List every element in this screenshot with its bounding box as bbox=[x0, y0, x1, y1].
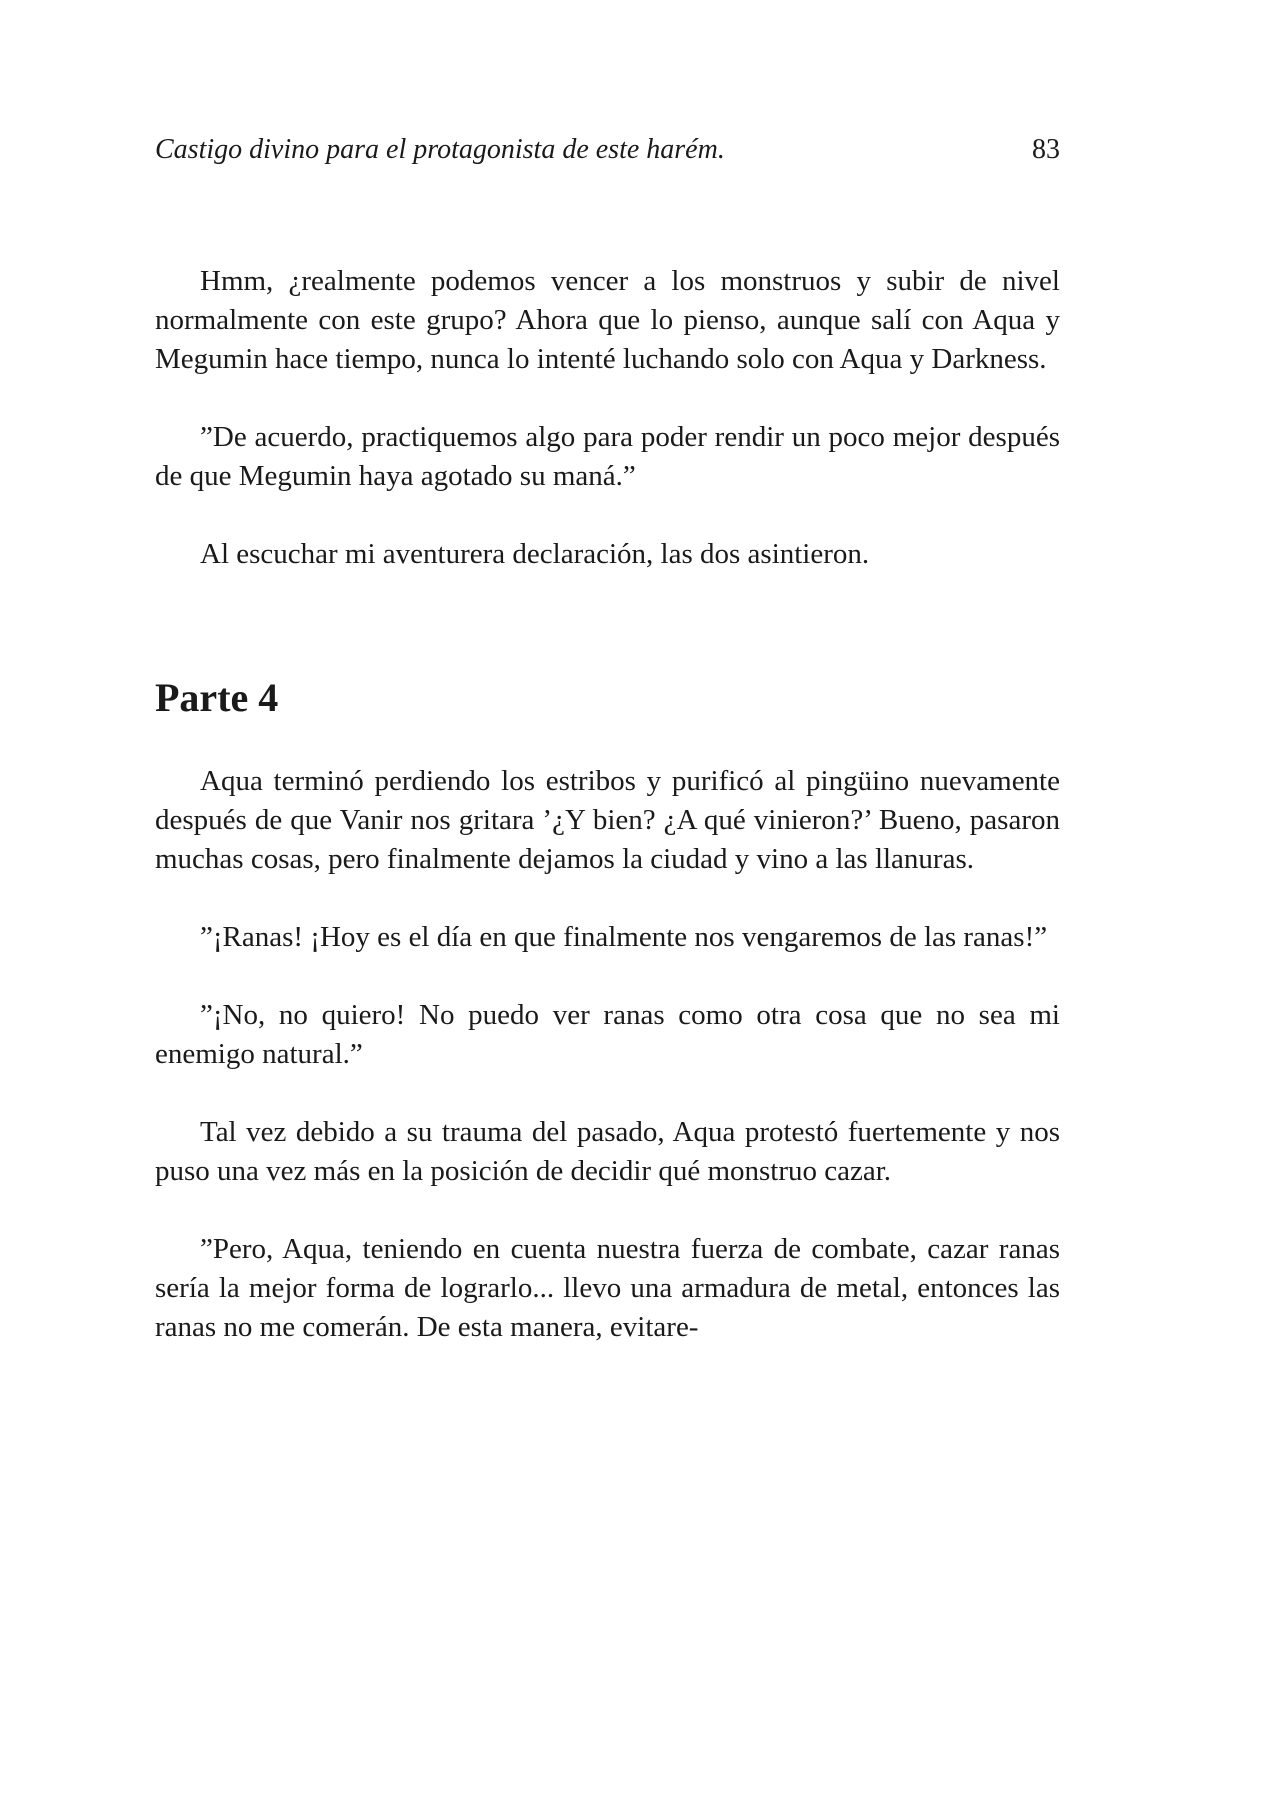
paragraph: ”¡Ranas! ¡Hoy es el día en que finalmente nos vengaremos de las ranas!” bbox=[200, 921, 1048, 953]
paragraph: ”Pero, Aqua, teniendo en cuenta nuestra fuerza de combate, cazar ranas sería la mejor forma de lograrlo... llevo una armadura de metal, entonces las ranas no me comerán. De esta manera, evitare- bbox=[155, 1233, 1060, 1343]
page-body bbox=[155, 262, 1060, 1386]
paragraph: Tal vez debido a su trauma del pasado, Aqua protestó fuertemente y nos puso una vez más en la posición de decidir qué monstruo cazar. bbox=[155, 1116, 1060, 1187]
book-page bbox=[155, 0, 1060, 1807]
running-head bbox=[155, 132, 1060, 168]
page-number: 83 bbox=[1032, 134, 1060, 165]
paragraph: ”¡No, no quiero! No puedo ver ranas como otra cosa que no sea mi enemigo natural.” bbox=[155, 999, 1060, 1070]
running-title: Castigo divino para el protagonista de este harém. bbox=[155, 134, 725, 165]
paragraph: Aqua terminó perdiendo los estribos y purificó al pingüino nuevamente después de que Vanir nos gritara ’¿Y bien? ¿A qué vinieron?’ Bueno, pasaron muchas cosas, pero finalmente dejamos la ciudad y vino a las llanuras. bbox=[155, 765, 1060, 875]
paragraph: ”De acuerdo, practiquemos algo para poder rendir un poco mejor después de que Megumin haya agotado su maná.” bbox=[155, 421, 1060, 492]
paragraph: Al escuchar mi aventurera declaración, las dos asintieron. bbox=[200, 538, 870, 570]
section-heading: Parte 4 bbox=[155, 675, 279, 720]
paragraph: Hmm, ¿realmente podemos vencer a los monstruos y subir de nivel normalmente con este grupo? Ahora que lo pienso, aunque salí con Aqua y Megumin hace tiempo, nunca lo intenté luchando solo con Aqua y Darkness. bbox=[155, 265, 1060, 375]
